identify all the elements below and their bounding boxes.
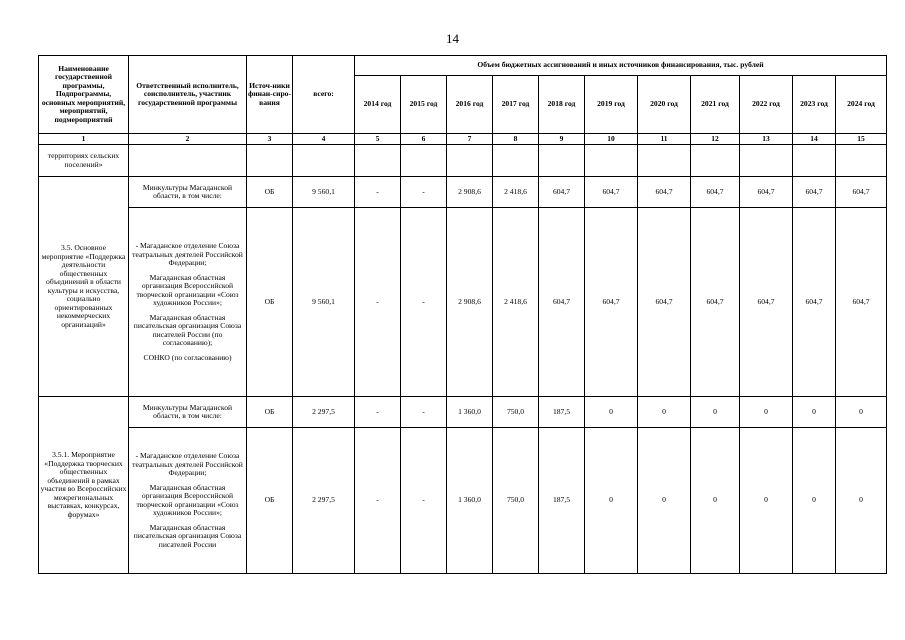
header-year: 2023 год [793,76,836,134]
header-year: 2021 год [691,76,740,134]
executor-item: СОНКО (по согласованию) [143,352,232,362]
value-cell: 0 [793,397,836,428]
activity-name: 3.5. Основное мероприятие «Поддержка деятельности общественных объединений в области культуры и искусства, социально ориентированных некоммерческих организаций» [39,177,129,397]
value-cell: 604,7 [793,177,836,208]
executor-cell: Минкультуры Магаданской области, в том числе: [129,397,247,428]
header-name: Наименование государственной программы, Подпрограммы, основных мероприятий, мероприятий, подмероприятий [39,56,129,134]
column-number: 3 [247,134,293,145]
value-cell: 604,7 [740,177,793,208]
executor-item: Магаданская областная организация Всероссийской творческой организации «Союз художников России»; [136,272,239,307]
value-cell: 0 [585,397,638,428]
continuation-row [39,145,887,177]
header-source: Источ-ники финан-сиро-вания [247,56,293,134]
value-cell: 604,7 [539,208,585,397]
header-year: 2020 год [638,76,691,134]
column-number: 8 [493,134,539,145]
table-row [39,397,887,428]
executor-item: Магаданская областная писательская организация Союза писателей России [133,522,242,549]
executor-item: - Магаданское отделение Союза театральных деятелей Российской Федерации; [132,241,243,267]
column-number: 4 [293,134,355,145]
value-cell: 604,7 [836,177,887,208]
column-number: 7 [447,134,493,145]
column-number: 12 [691,134,740,145]
value-cell: 604,7 [539,177,585,208]
column-number: 6 [401,134,447,145]
source-cell: ОБ [247,208,293,397]
executor-cell: Минкультуры Магаданской области, в том числе: [129,177,247,208]
header-executor: Ответственный исполнитель, соисполнитель, участник государственной программы [129,56,247,134]
value-cell: 604,7 [740,208,793,397]
budget-table [38,55,887,574]
value-cell: - [401,428,447,574]
value-cell: 2 418,6 [493,177,539,208]
value-cell: - [355,177,401,208]
value-cell: 604,7 [836,208,887,397]
source-cell: ОБ [247,397,293,428]
value-cell: - [401,177,447,208]
column-number: 2 [129,134,247,145]
source-cell: ОБ [247,428,293,574]
value-cell: 1 360,0 [447,428,493,574]
value-cell: 604,7 [638,208,691,397]
page-number: 14 [446,31,459,46]
header-year: 2018 год [539,76,585,134]
header-year: 2022 год [740,76,793,134]
value-cell: 0 [793,428,836,574]
activity-name: 3.5.1. Мероприятие «Поддержка творческих общественных объединений в рамках участия во Всероссийских межрегиональных выставках, конкурсах, форумах» [39,397,129,574]
value-cell: 0 [638,397,691,428]
value-cell: 187,5 [539,428,585,574]
value-cell: 2 418,6 [493,208,539,397]
value-cell: 1 360,0 [447,397,493,428]
value-cell: 604,7 [691,208,740,397]
executor-item: Магаданская областная писательская организация Союза писателей России (по согласованию); [133,312,242,347]
value-cell: - [401,397,447,428]
table-row [39,177,887,208]
column-number-row [39,134,887,145]
value-cell: 604,7 [638,177,691,208]
value-cell: 0 [836,397,887,428]
table-row [39,208,887,397]
header-year: 2024 год [836,76,887,134]
column-number: 11 [638,134,691,145]
value-cell: 604,7 [585,208,638,397]
value-cell: 0 [585,428,638,574]
column-number: 10 [585,134,638,145]
value-cell: - [401,208,447,397]
header-year: 2016 год [447,76,493,134]
header-year: 2019 год [585,76,638,134]
value-cell: 750,0 [493,428,539,574]
value-cell: 0 [740,428,793,574]
value-cell: - [355,208,401,397]
executor-list [129,208,247,397]
column-number: 14 [793,134,836,145]
value-cell: 0 [836,428,887,574]
total-cell: 2 297,5 [293,397,355,428]
value-cell: 0 [691,397,740,428]
value-cell: 604,7 [691,177,740,208]
source-cell: ОБ [247,177,293,208]
total-cell: 9 560,1 [293,208,355,397]
value-cell: 2 908,6 [447,177,493,208]
executor-item: Магаданская областная организация Всероссийской творческой организации «Союз художников России»; [136,482,239,517]
value-cell: 187,5 [539,397,585,428]
total-cell: 9 560,1 [293,177,355,208]
table-row [39,428,887,574]
executor-list [129,428,247,574]
header-year: 2014 год [355,76,401,134]
value-cell: 0 [691,428,740,574]
header-budget-group: Объем бюджетных ассигнований и иных источников финансирования, тыс. рублей [355,56,887,76]
column-number: 15 [836,134,887,145]
value-cell: - [355,397,401,428]
total-cell: 2 297,5 [293,428,355,574]
value-cell: 750,0 [493,397,539,428]
executor-item: - Магаданское отделение Союза театральных деятелей Российской Федерации; [132,451,243,477]
value-cell: - [355,428,401,574]
header-year: 2017 год [493,76,539,134]
value-cell: 604,7 [793,208,836,397]
value-cell: 604,7 [585,177,638,208]
value-cell: 0 [740,397,793,428]
header-year: 2015 год [401,76,447,134]
column-number: 5 [355,134,401,145]
column-number: 13 [740,134,793,145]
value-cell: 0 [638,428,691,574]
column-number: 9 [539,134,585,145]
value-cell: 2 908,6 [447,208,493,397]
header-total: всего: [293,56,355,134]
column-number: 1 [39,134,129,145]
continuation-name: территориях сельских поселений» [39,145,129,177]
